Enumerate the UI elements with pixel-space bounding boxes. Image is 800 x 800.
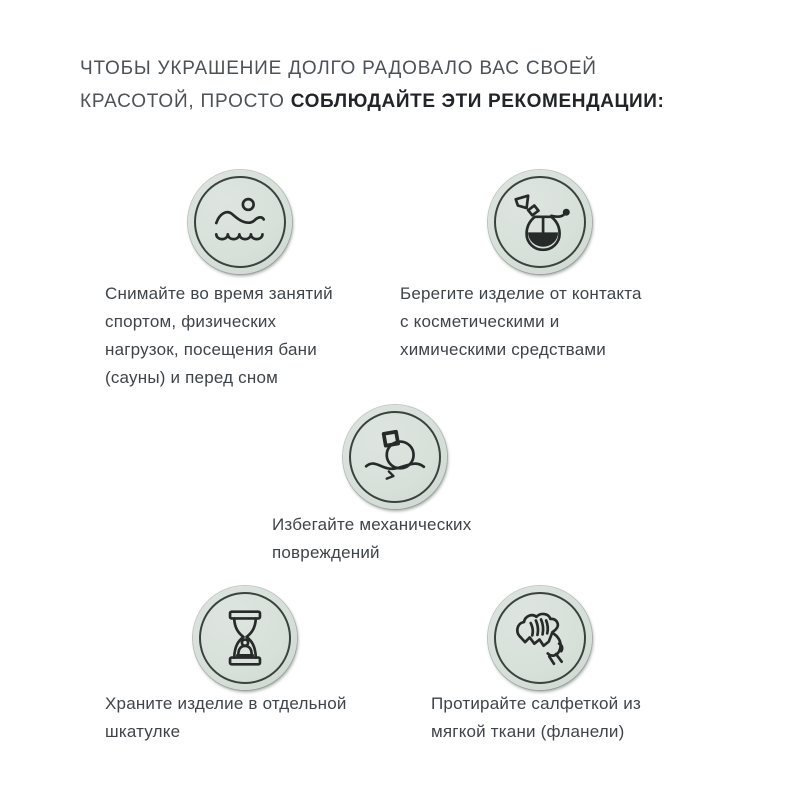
- page-title-emphasis: СОБЛЮДАЙТЕ ЭТИ РЕКОМЕНДАЦИИ:: [290, 91, 665, 112]
- swimmer-icon: [188, 170, 292, 274]
- jewelry-box-icon: [193, 586, 297, 690]
- caption-avoid-mechanical-damage: Избегайте механических повреждений: [272, 515, 472, 562]
- damaged-ring-glyph: [362, 424, 428, 490]
- page-title-line2: КРАСОТОЙ, ПРОСТО СОБЛЮДАЙТЕ ЭТИ РЕКОМЕНДАЦИИ:: [80, 91, 665, 112]
- wiping-cloth-icon: [488, 586, 592, 690]
- perfume-atomizer-glyph: [507, 189, 573, 255]
- page-title-line1: ЧТОБЫ УКРАШЕНИЕ ДОЛГО РАДОВАЛО ВАС СВОЕЙ: [80, 58, 597, 79]
- caption-store-in-box: Храните изделие в отдельной шкатулке: [105, 694, 347, 741]
- damaged-ring-icon: [343, 405, 447, 509]
- perfume-atomizer-icon: [488, 170, 592, 274]
- caption-remove-during-sport: Снимайте во время занятий спортом, физических нагрузок, посещения бани (сауны) и перед сном: [105, 284, 333, 387]
- swimmer-glyph: [207, 189, 273, 255]
- jewelry-box-glyph: [212, 605, 278, 671]
- caption-avoid-cosmetics: Берегите изделие от контакта с косметическими и химическими средствами: [400, 284, 642, 359]
- wiping-cloth-glyph: [507, 605, 573, 671]
- page-title: [80, 52, 740, 118]
- caption-wipe-with-cloth: Протирайте салфеткой из мягкой ткани (фланели): [431, 694, 641, 741]
